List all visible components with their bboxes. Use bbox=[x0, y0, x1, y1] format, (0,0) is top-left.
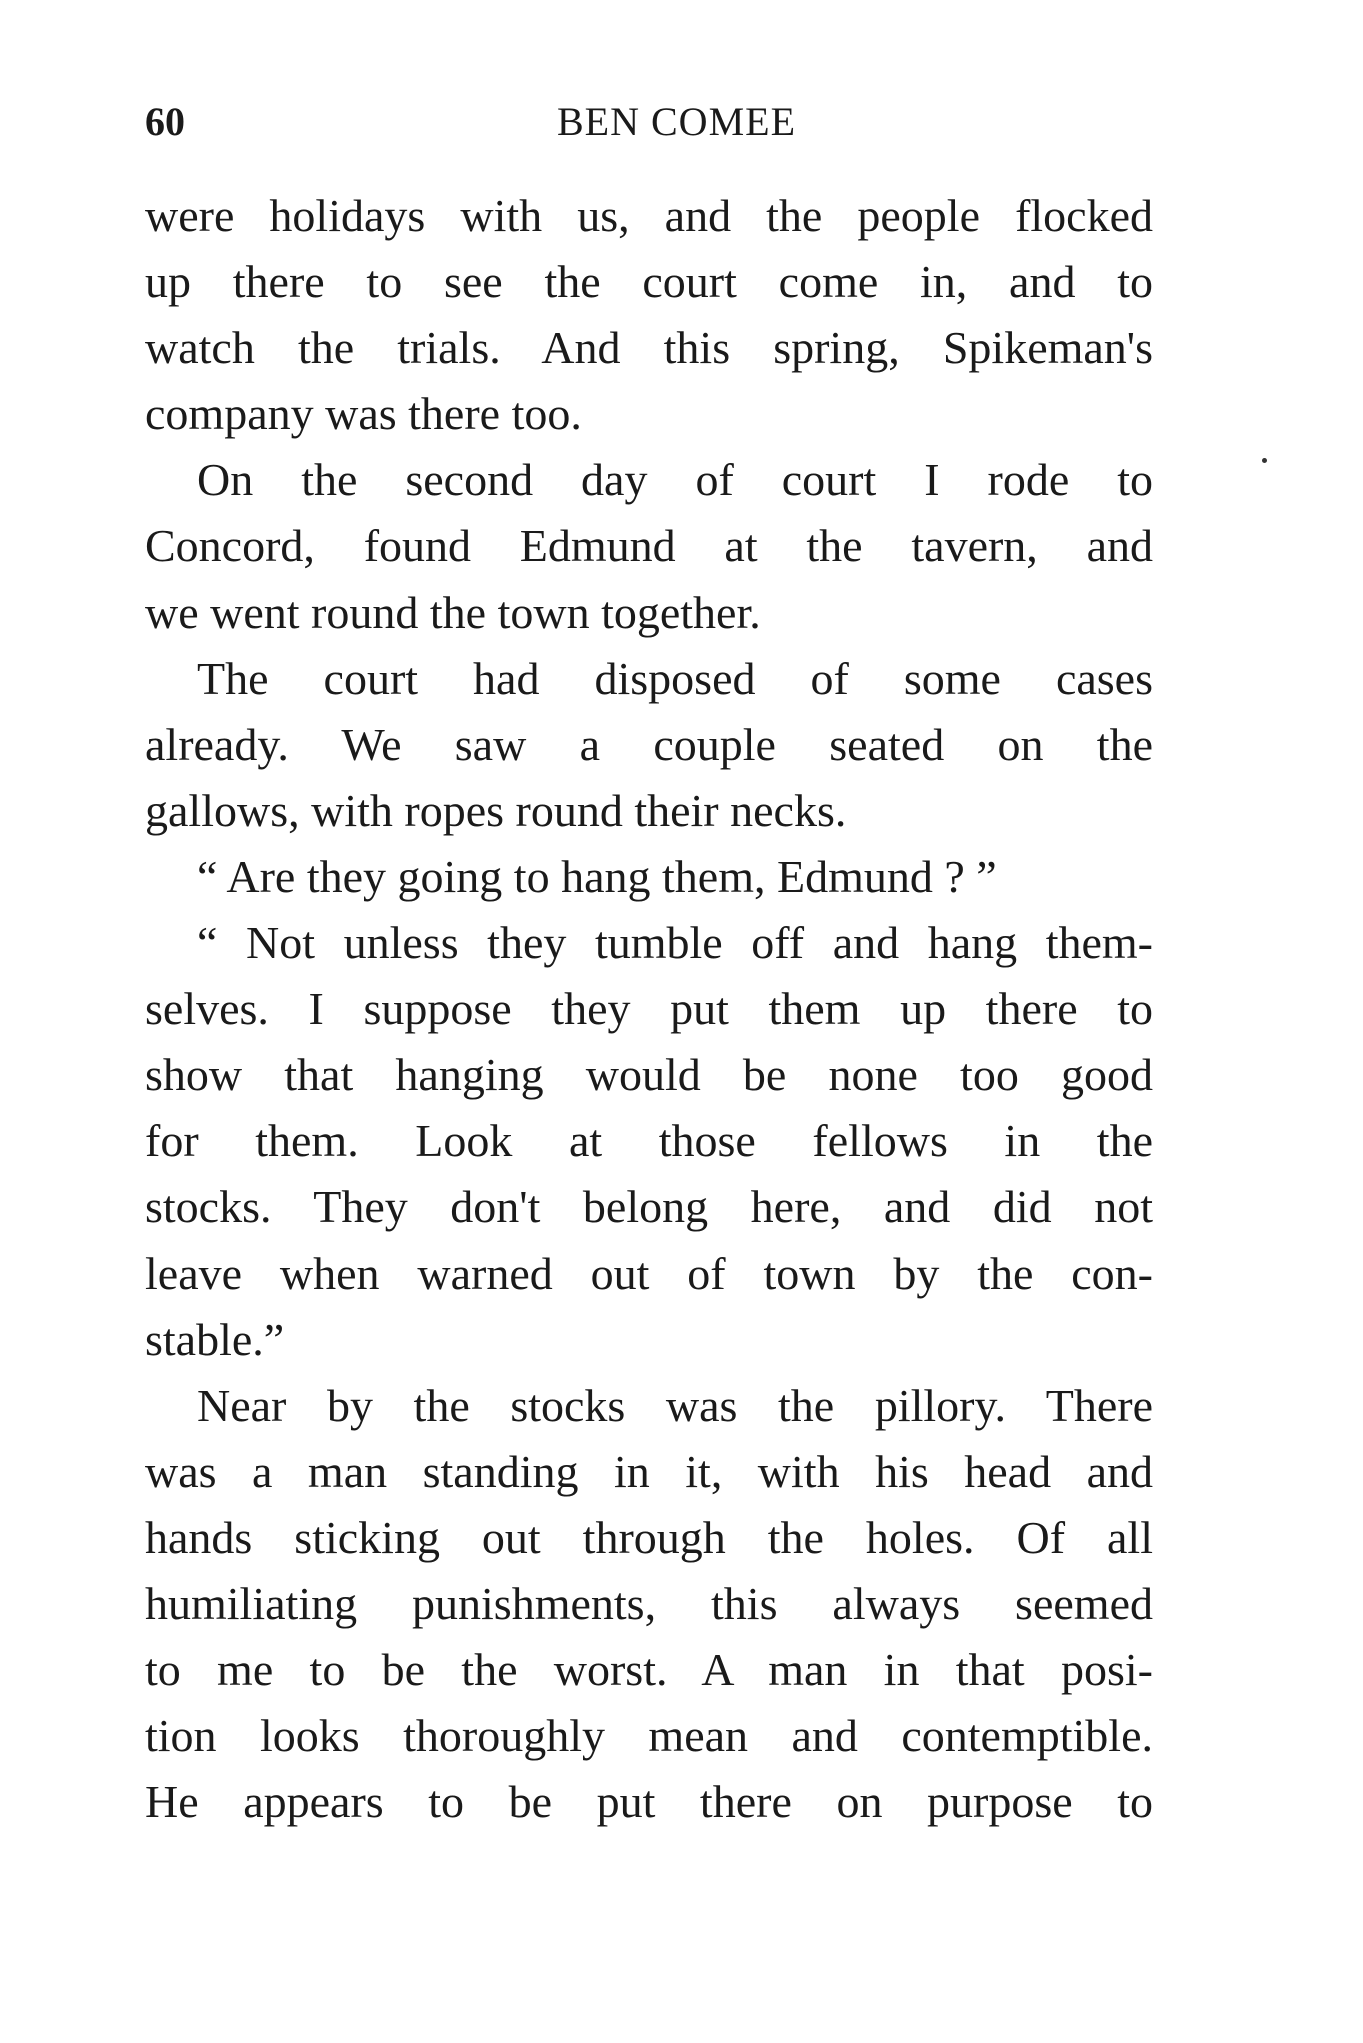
text-line: The court had disposed of some cases bbox=[197, 652, 1153, 704]
text-line: already. We saw a couple seated on the bbox=[145, 718, 1153, 770]
text-line: for them. Look at those fellows in the bbox=[145, 1115, 1153, 1167]
text-line: show that hanging would be none too good bbox=[145, 1049, 1153, 1101]
paragraph bbox=[145, 183, 1153, 447]
text-line: company was there too. bbox=[145, 388, 582, 440]
print-speck bbox=[1262, 458, 1267, 463]
page-number: 60 bbox=[145, 99, 185, 144]
text-line: up there to see the court come in, and to bbox=[145, 256, 1153, 308]
paragraph bbox=[145, 1373, 1153, 1836]
text-line: Concord, found Edmund at the tavern, and bbox=[145, 520, 1153, 572]
text-line: leave when warned out of town by the con- bbox=[145, 1247, 1153, 1299]
text-line: were holidays with us, and the people flocked bbox=[145, 190, 1153, 241]
paragraph bbox=[145, 910, 1153, 1373]
text-line: selves. I suppose they put them up there to bbox=[145, 983, 1153, 1035]
body-text bbox=[145, 183, 1153, 1835]
text-line: He appears to be put there on purpose to bbox=[145, 1776, 1153, 1828]
paragraph bbox=[145, 447, 1153, 645]
paragraph bbox=[145, 646, 1153, 844]
text-line: gallows, with ropes round their necks. bbox=[145, 784, 847, 836]
book-title: BEN COMEE bbox=[557, 99, 796, 144]
text-line: hands sticking out through the holes. Of all bbox=[145, 1511, 1153, 1563]
running-head bbox=[145, 92, 1153, 152]
text-line: to me to be the worst. A man in that posi- bbox=[145, 1644, 1153, 1696]
text-line: humiliating punishments, this always seemed bbox=[145, 1577, 1153, 1629]
text-line: stable.” bbox=[145, 1313, 285, 1365]
paragraph bbox=[145, 844, 1153, 910]
text-line: “ Are they going to hang them, Edmund ? ” bbox=[197, 850, 997, 902]
text-line: Near by the stocks was the pillory. There bbox=[197, 1379, 1153, 1431]
text-line: was a man standing in it, with his head and bbox=[145, 1445, 1153, 1497]
text-line: stocks. They don't belong here, and did not bbox=[145, 1181, 1153, 1233]
text-line: we went round the town together. bbox=[145, 586, 761, 638]
text-line: tion looks thoroughly mean and contemptible. bbox=[145, 1710, 1153, 1762]
text-line: watch the trials. And this spring, Spikeman's bbox=[145, 322, 1153, 374]
text-line: “ Not unless they tumble off and hang them- bbox=[197, 917, 1153, 969]
text-line: On the second day of court I rode to bbox=[197, 454, 1153, 506]
